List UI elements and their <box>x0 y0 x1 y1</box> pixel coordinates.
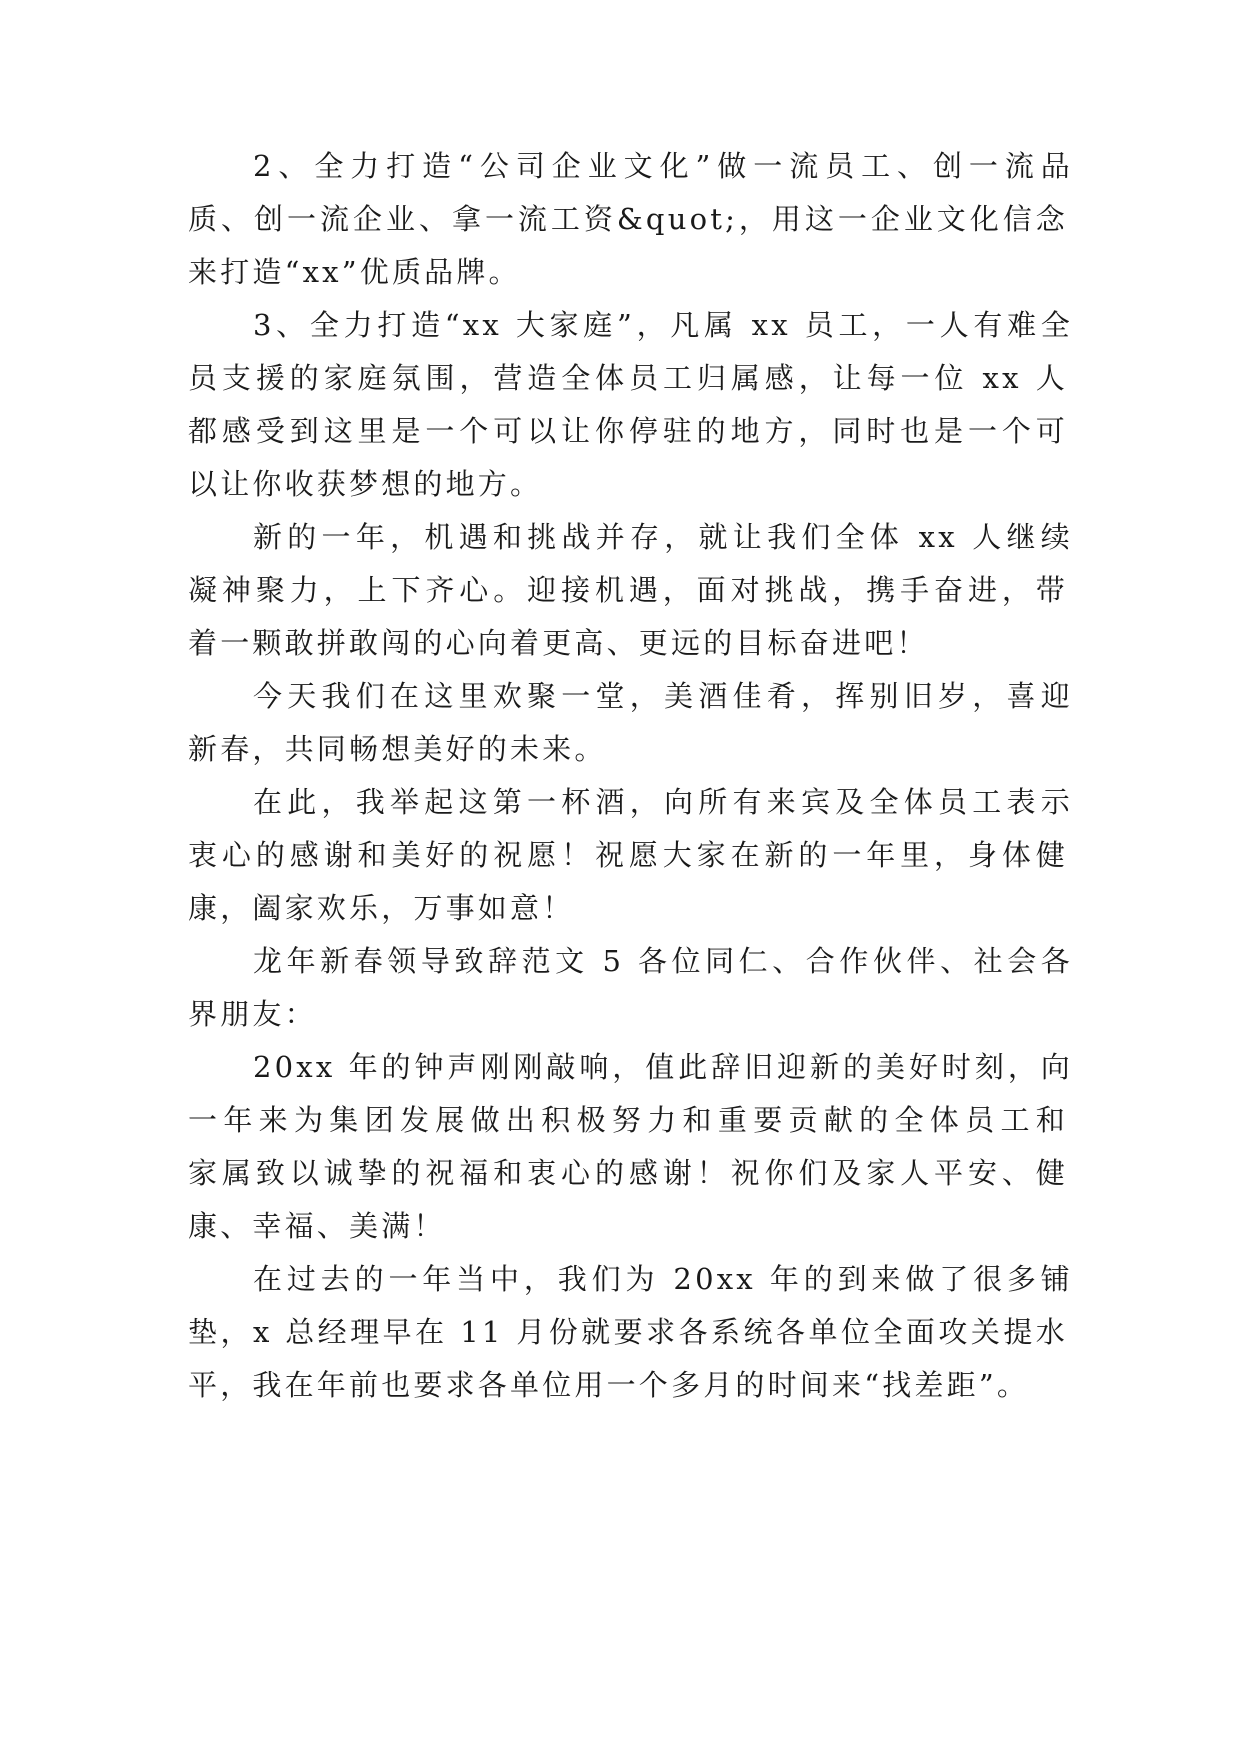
paragraph-4-line-1: 今天我们在这里欢聚一堂，美酒佳肴，挥别旧岁，喜迎 <box>253 679 1073 713</box>
paragraph-6-line-1: 龙年新春领导致辞范文 5 各位同仁、合作伙伴、社会各 <box>253 944 1073 978</box>
paragraph-2-line-1: 3、全力打造“xx 大家庭”，凡属 xx 员工，一人有难全 <box>253 308 1073 342</box>
paragraph-5-line-2: 衷心的感谢和美好的祝愿！祝愿大家在新的一年里，身体健 <box>188 838 1068 872</box>
paragraph-2-line-4: 以让你收获梦想的地方。 <box>188 467 543 501</box>
paragraph-7-line-3: 家属致以诚挚的祝福和衷心的感谢！祝你们及家人平安、健 <box>188 1156 1068 1190</box>
paragraph-5-line-3: 康，阖家欢乐，万事如意！ <box>188 891 575 925</box>
paragraph-1-line-2: 质、创一流企业、拿一流工资&quot;，用这一企业文化信念 <box>188 202 1068 236</box>
paragraph-7-line-4: 康、幸福、美满！ <box>188 1209 446 1243</box>
paragraph-6-line-2: 界朋友： <box>188 997 317 1031</box>
paragraph-8-line-3: 平，我在年前也要求各单位用一个多月的时间来“找差距”。 <box>188 1368 1030 1402</box>
paragraph-8-line-2: 垫，x 总经理早在 11 月份就要求各系统各单位全面攻关提水 <box>188 1315 1068 1349</box>
paragraph-5-line-1: 在此，我举起这第一杯酒，向所有来宾及全体员工表示 <box>253 785 1073 819</box>
paragraph-3-line-1: 新的一年，机遇和挑战并存，就让我们全体 xx 人继续 <box>253 520 1073 554</box>
paragraph-8-line-1: 在过去的一年当中，我们为 20xx 年的到来做了很多铺 <box>253 1262 1073 1296</box>
paragraph-4-line-2: 新春，共同畅想美好的未来。 <box>188 732 607 766</box>
paragraph-2-line-3: 都感受到这里是一个可以让你停驻的地方，同时也是一个可 <box>188 414 1068 448</box>
paragraph-3-line-2: 凝神聚力，上下齐心。迎接机遇，面对挑战，携手奋进，带 <box>188 573 1068 607</box>
paragraph-2-line-2: 员支援的家庭氛围，营造全体员工归属感，让每一位 xx 人 <box>188 361 1068 395</box>
paragraph-1-line-3: 来打造“xx”优质品牌。 <box>188 255 521 289</box>
paragraph-7-line-2: 一年来为集团发展做出积极努力和重要贡献的全体员工和 <box>188 1103 1068 1137</box>
paragraph-7-line-1: 20xx 年的钟声刚刚敲响，值此辞旧迎新的美好时刻，向 <box>253 1050 1073 1084</box>
paragraph-1-line-1: 2、全力打造“公司企业文化”做一流员工、创一流品 <box>253 149 1073 183</box>
paragraph-3-line-3: 着一颗敢拼敢闯的心向着更高、更远的目标奋进吧！ <box>188 626 929 660</box>
